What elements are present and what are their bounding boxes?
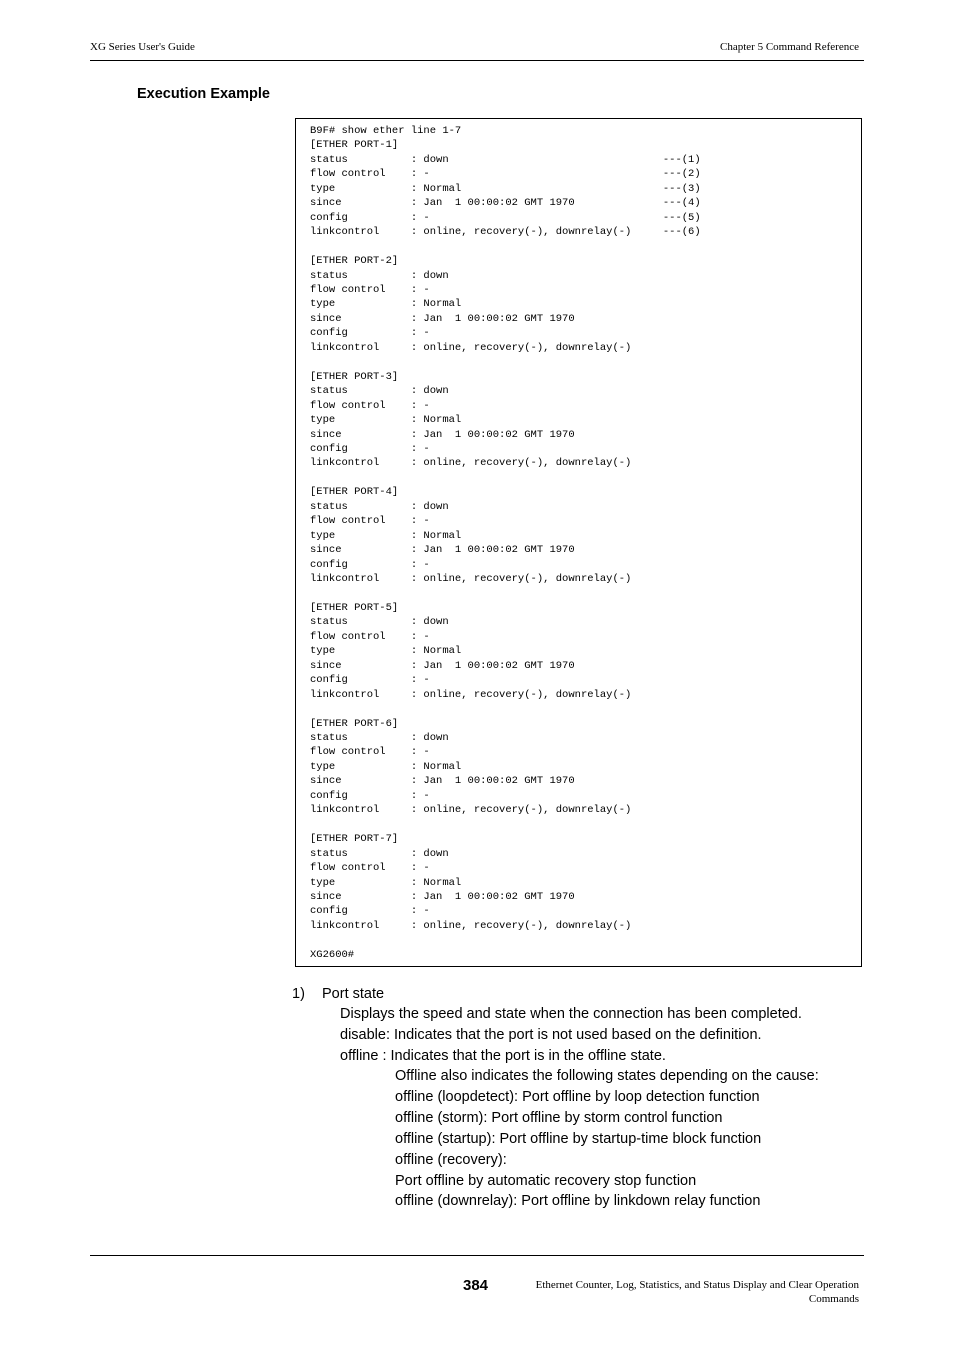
code-example-box <box>295 118 862 967</box>
note-line: offline : Indicates that the port is in the offline state. <box>340 1048 666 1064</box>
note-line: offline (loopdetect): Port offline by loop detection function <box>395 1089 760 1105</box>
note-line: Displays the speed and state when the connection has been completed. <box>340 1006 802 1022</box>
note-line: offline (startup): Port offline by startup-time block function <box>395 1131 762 1147</box>
footer-title <box>536 1279 859 1306</box>
note-line: offline (storm): Port offline by storm control function <box>395 1110 723 1126</box>
page-number: 384 <box>463 1277 489 1294</box>
note-line: Offline also indicates the following states depending on the cause: <box>395 1068 819 1084</box>
footer-title-line: Ethernet Counter, Log, Statistics, and Status Display and Clear Operation <box>535 1279 859 1291</box>
note-line: offline (recovery): <box>395 1152 507 1168</box>
note-line: Port offline by automatic recovery stop function <box>395 1173 697 1189</box>
note-line: offline (downrelay): Port offline by linkdown relay function <box>395 1193 761 1209</box>
footer-title-line: Commands <box>808 1292 859 1305</box>
page-header-left: XG Series User's Guide <box>90 41 195 53</box>
note-number: 1) <box>292 986 305 1002</box>
header-divider <box>90 60 864 61</box>
page-header-right: Chapter 5 Command Reference <box>720 41 859 53</box>
section-title: Execution Example <box>137 86 270 102</box>
note-title: Port state <box>322 986 385 1002</box>
footer-divider <box>90 1255 864 1256</box>
note-line: disable: Indicates that the port is not used based on the definition. <box>340 1027 762 1043</box>
code-example-text: B9F# show ether line 1-7 [ETHER PORT-1] status : down ---(1) flow control : - ---(2) type : Normal ---(3) since : Jan 1 00:00:02 GMT 1970 ---(4) config : - ---(5) linkcontrol : online, recovery(-), downrelay(-) ---(6) [ETHER PORT-2] status : down flow control : - type : Normal since : Jan 1 00:00:02 GMT 1970 config : - linkcontrol : online, recovery(-), downrelay(-) [ETHER PORT-3] status : down flow control : - type : Normal since : Jan 1 00:00:02 GMT 1970 config : - linkcontrol : online, recovery(-), downrelay(-) [ETHER PORT-4] status : down flow control : - type : Normal since : Jan 1 00:00:02 GMT 1970 config : - linkcontrol : online, recovery(-), downrelay(-) [ETHER PORT-5] status : down flow control : - type : Normal since : Jan 1 00:00:02 GMT 1970 config : - linkcontrol : online, recovery(-), downrelay(-) [ETHER PORT-6] status : down flow control : - type : Normal since : Jan 1 00:00:02 GMT 1970 config : - linkcontrol : online, recovery(-), downrelay(-) [ETHER PORT-7] status : down flow control : - type : Normal since : Jan 1 00:00:02 GMT 1970 config : - linkcontrol : online, recovery(-), downrelay(-) XG2600# <box>310 125 701 961</box>
